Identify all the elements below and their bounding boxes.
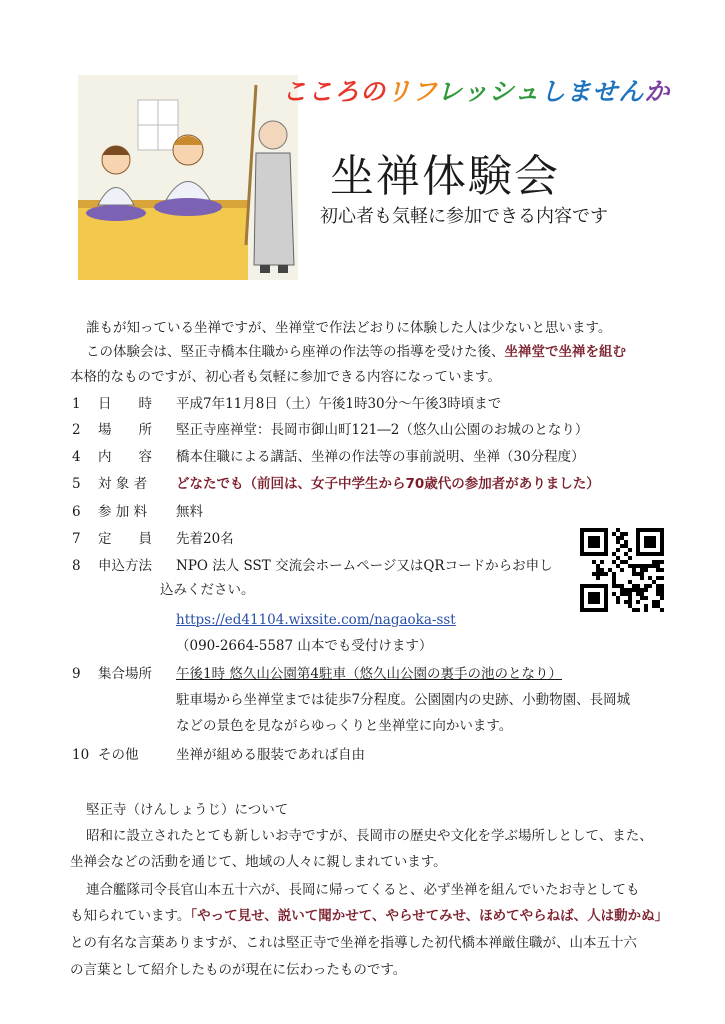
about-para-2-cont <box>70 906 668 926</box>
item-number: 5 <box>72 476 81 492</box>
page-subtitle: 初心者も気軽に参加できる内容です <box>320 206 608 227</box>
item-number: 7 <box>72 531 81 547</box>
item-label: その他 <box>98 747 139 763</box>
intro-line-3: 本格的なものですが、初心者も気軽に参加できる内容になっています。 <box>70 369 501 385</box>
catchphrase <box>282 72 670 108</box>
item-label: 集合場所 <box>98 666 152 682</box>
item-label: 日 時 <box>98 396 152 412</box>
item-label: 定 員 <box>98 531 152 547</box>
item-number: 6 <box>72 504 81 520</box>
item-value-cont: 駐車場から坐禅堂までは徒歩7分程度。公園園内の史跡、小動物園、長岡城 <box>176 692 631 708</box>
item-value: 坐禅が組める服装であれば自由 <box>176 747 365 763</box>
item-number: 4 <box>72 449 81 465</box>
about-text: も知られています。 <box>70 908 191 924</box>
catch-part-3: レッシュ <box>437 77 541 106</box>
item-value-cont: 込みください。 <box>160 582 255 598</box>
item-label: 参 加 料 <box>98 504 148 520</box>
intro-line-2 <box>86 342 626 362</box>
item-number: 8 <box>72 558 81 574</box>
item-value: 午後1時 悠久山公園第4駐車（悠久山公園の裏手の池のとなり） <box>176 666 562 682</box>
item-number: 1 <box>72 396 81 412</box>
famous-quote: 「やって見せ、説いて聞かせて、やらせてみせ、ほめてやらねば、人は動かぬ」 <box>190 908 669 924</box>
item-label: 申込方法 <box>98 558 152 574</box>
intro-line-2-text: この体験会は、堅正寺橋本住職から座禅の作法等の指導を受けた後、 <box>86 344 505 360</box>
catch-part-5: か <box>644 77 671 106</box>
zazen-illustration <box>78 75 298 280</box>
phone-note: （090-2664-5587 山本でも受付けます） <box>176 638 433 654</box>
item-value: NPO 法人 SST 交流会ホームページ又はQRコードからお申し <box>176 558 553 574</box>
about-para-2: 連合艦隊司令長官山本五十六が、長岡に帰ってくると、必ず坐禅を組んでいたお寺としても <box>86 882 640 898</box>
page-title: 坐禅体験会 <box>330 151 560 202</box>
intro-line-1: 誰もが知っている坐禅ですが、坐禅堂で作法どおりに体験した人は少ないと思います。 <box>86 320 612 336</box>
item-label: 場 所 <box>98 422 152 438</box>
about-para-2-cont: との有名な言葉ありますが、これは堅正寺で坐禅を指導した初代橋本禅厳住職が、山本五十六 <box>70 935 637 951</box>
catch-part-2: リフ <box>386 77 438 106</box>
catch-part-1: こころの <box>282 77 387 106</box>
item-value: 堅正寺座禅堂：長岡市御山町121―2（悠久山公園のお城のとなり） <box>176 422 589 438</box>
homepage-link[interactable]: https://ed41104.wixsite.com/nagaoka-sst <box>176 612 456 628</box>
item-label: 対 象 者 <box>98 476 148 492</box>
item-number: 10 <box>72 747 90 763</box>
item-number: 2 <box>72 422 81 438</box>
item-value: 橋本住職による講話、坐禅の作法等の事前説明、坐禅（30分程度） <box>176 449 585 465</box>
intro-emphasis: 坐禅堂で坐禅を組む <box>504 344 626 360</box>
about-para-2-cont: の言葉として紹介したものが現在に伝わったものです。 <box>70 962 407 978</box>
about-para-1: 昭和に設立されたとても新しいお寺ですが、長岡市の歴史や文化を学ぶ場所しとして、また、 <box>86 828 653 844</box>
item-label: 内 容 <box>98 449 152 465</box>
item-value-cont: などの景色を見ながらゆっくりと坐禅堂に向かいます。 <box>176 718 513 734</box>
about-para-1-cont: 坐禅会などの活動を通じて、地域の人々に親しまれています。 <box>70 854 447 870</box>
item-value: 無料 <box>176 504 203 520</box>
item-value-emphasis: どなたでも（前回は、女子中学生から70歳代の参加者がありました） <box>176 476 600 492</box>
item-value: 平成7年11月8日（土）午後1時30分～午後3時頃まで <box>176 396 502 412</box>
item-number: 9 <box>72 666 81 682</box>
about-heading: 堅正寺（けんしょうじ）について <box>86 802 289 818</box>
catch-part-4: しません <box>540 77 645 106</box>
qr-code[interactable] <box>580 528 664 612</box>
item-value: 先着20名 <box>176 531 234 547</box>
